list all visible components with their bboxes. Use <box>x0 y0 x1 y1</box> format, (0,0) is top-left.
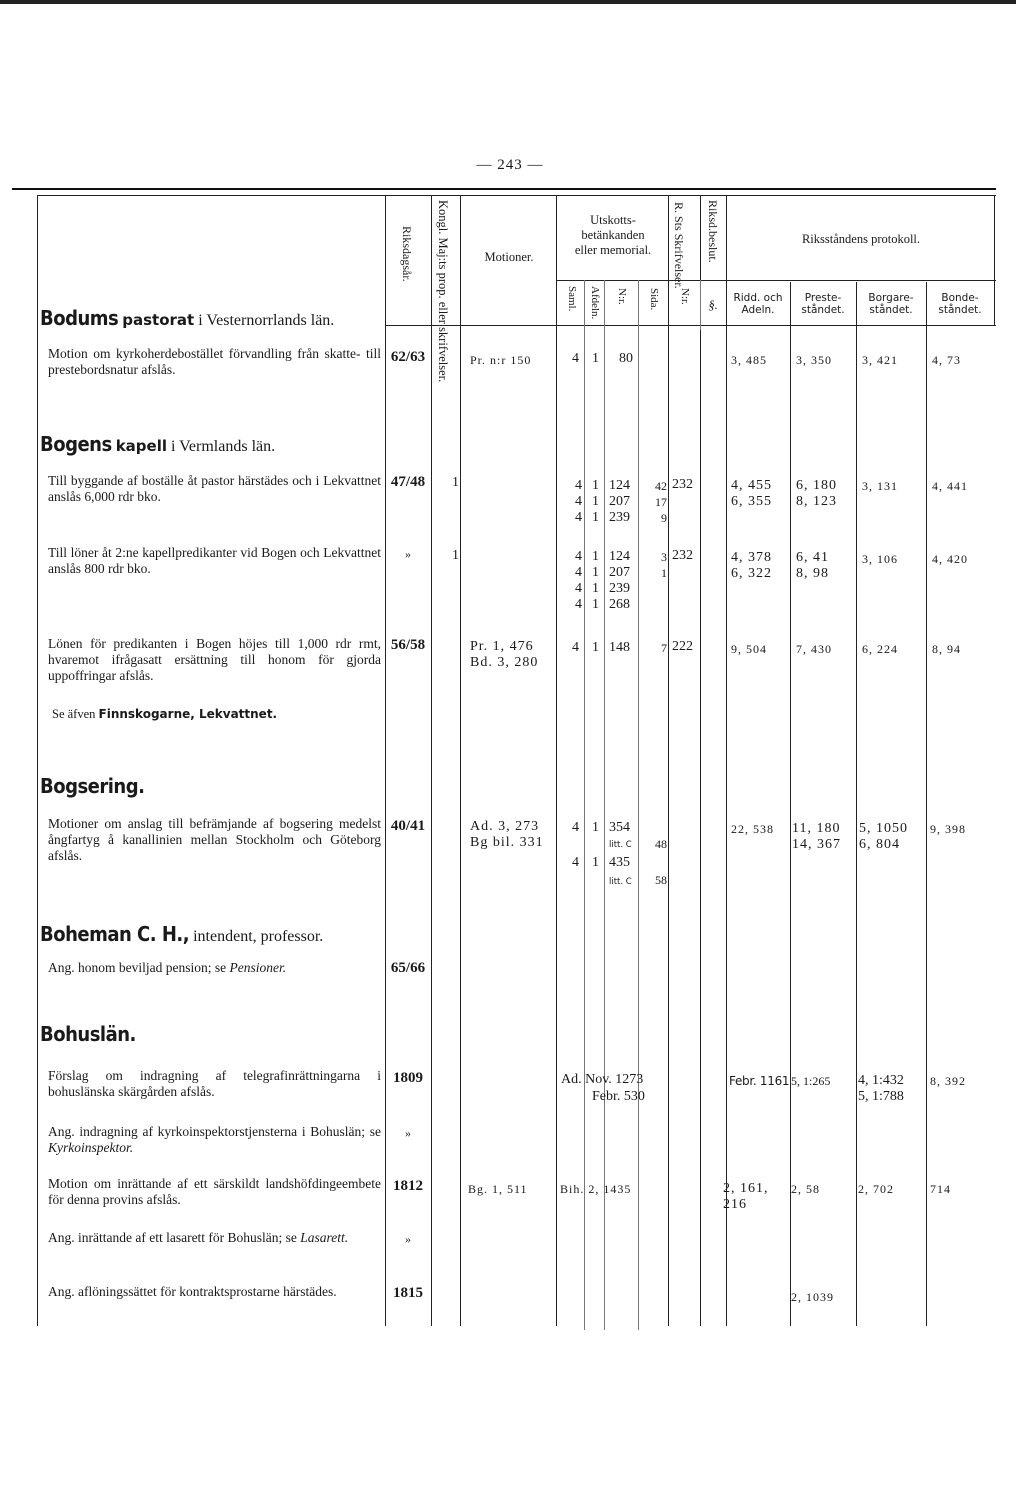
row-year: 56/58 <box>390 637 426 653</box>
row-bond: 8, 94 <box>932 642 961 656</box>
row-utskott: Febr. 530 <box>592 1089 645 1104</box>
header-nr2: N:r. <box>679 288 691 305</box>
row-year: 62/63 <box>390 349 426 365</box>
row-utskott: Bih. 2, 1435 <box>560 1182 632 1196</box>
section-heading-bogens: Bogens kapell i Vermlands län. <box>40 432 276 456</box>
row-rsts: 232 <box>672 548 693 563</box>
row-afd: 1 <box>592 351 599 366</box>
row-description: Förslag om indragning af telegrafinrättningarna i bohuslänska skärgården afslås. <box>48 1068 381 1099</box>
row-bond: 4, 420 <box>932 552 968 566</box>
left-border <box>37 196 38 1326</box>
header-utskotts: Utskotts- betänkanden eller memorial. <box>574 213 652 257</box>
table-top-rule <box>12 188 996 190</box>
header-nr: N:r. <box>616 288 628 305</box>
row-year: 1815 <box>393 1285 423 1301</box>
row-prest: 7, 430 <box>796 642 832 656</box>
row-description: Ang. aflöningssättet för kontraktsprostarne härstädes. <box>48 1284 337 1299</box>
row-rsts: 222 <box>672 639 693 654</box>
row-sida: 42 17 9 <box>655 479 667 525</box>
row-borg: 3, 106 <box>862 552 898 566</box>
row-afd: 1 1 1 <box>592 478 599 525</box>
header-borg: Borgare- ståndet. <box>868 292 914 316</box>
header-afdeln: Afdeln. <box>589 286 601 320</box>
section-heading-bohuslan: Bohuslän. <box>40 1022 136 1046</box>
row-saml: 4 <box>572 640 579 655</box>
row-ridd: 3, 485 <box>731 353 767 367</box>
row-year: » <box>405 1232 411 1246</box>
header-sida: Sida. <box>648 288 660 311</box>
row-borg: 5, 1050 6, 804 <box>859 821 908 852</box>
row-year: 40/41 <box>390 818 426 834</box>
row-ridd: 9, 504 <box>731 642 767 656</box>
col-rule <box>926 282 927 1326</box>
header-bottom-rule <box>386 325 996 326</box>
row-bond: 9, 398 <box>930 822 966 836</box>
row-motion: Bg. 1, 511 <box>468 1182 528 1196</box>
row-afd: 1 <box>592 640 599 655</box>
header-bond: Bonde- ståndet. <box>938 292 982 316</box>
col-rule <box>700 280 701 330</box>
header-kongl: Kongl. Maj:ts prop. eller skrifvelser. <box>436 200 450 383</box>
row-litt: litt. C <box>609 877 632 887</box>
row-rsts: 232 <box>672 477 693 492</box>
row-borg: 3, 131 <box>862 479 898 493</box>
right-border <box>994 196 995 326</box>
row-saml: 4 <box>572 820 579 835</box>
header-r-sts: R. Sts Skrifvelser. <box>672 202 686 289</box>
row-nr: 80 <box>619 351 633 366</box>
col-rule <box>856 282 857 1326</box>
row-prest: 6, 41 8, 98 <box>796 550 829 581</box>
row-description: Ang. indragning af kyrkoinspektorstjensterna i Bohuslän; se Kyrkoinspektor. <box>48 1124 381 1155</box>
header-riksstandens: Riksståndens protokoll. <box>801 232 921 246</box>
row-motion: Pr. 1, 476 Bd. 3, 280 <box>470 639 539 670</box>
section-heading-bodums: Bodums pastorat i Vesternorrlands län. <box>40 306 335 330</box>
top-edge <box>0 0 1016 4</box>
row-sida: 48 <box>655 837 667 851</box>
row-nr: 124 207 239 <box>609 478 630 525</box>
row-saml: 4 <box>572 351 579 366</box>
header-riksdagsar: Riksdagsår. <box>400 226 414 282</box>
header-motioner: Motioner. <box>484 250 534 264</box>
row-nr: 124 207 239 268 <box>609 549 630 612</box>
row-motion: Pr. n:r 150 <box>470 353 532 367</box>
row-prest: 2, 1039 <box>791 1290 834 1304</box>
row-litt: litt. C <box>609 840 632 850</box>
row-nr: 354 <box>609 820 630 835</box>
col-rule <box>604 280 605 1330</box>
header-saml: Saml. <box>566 286 578 312</box>
col-rule <box>584 280 585 1330</box>
row-motion: Ad. 3, 273 Bg bil. 331 <box>470 819 544 850</box>
row-nr: 435 <box>609 855 630 870</box>
row-bond: 4, 441 <box>932 479 968 493</box>
row-utskott: Ad. Nov. 1273 <box>561 1072 644 1087</box>
row-year: » <box>405 547 411 561</box>
col-rule <box>726 196 727 1326</box>
row-borg: 3, 421 <box>862 353 898 367</box>
row-afd: 1 1 1 1 <box>592 549 599 612</box>
row-ridd: 2, 161, 216 <box>723 1181 769 1212</box>
col-rule <box>460 196 461 1326</box>
col-rule <box>556 196 557 1326</box>
row-saml: 4 4 4 4 <box>575 549 582 612</box>
row-borg: 6, 224 <box>862 642 898 656</box>
row-prest: 2, 58 <box>791 1182 820 1196</box>
header-riksd-beslut: Riksd.beslut. <box>706 200 720 263</box>
row-year: 1812 <box>393 1178 423 1194</box>
row-description: Motioner om anslag till befrämjande af bogsering medelst ångfartyg å kanallinien mellan Stockholm och Göteborg afslås. <box>48 816 381 863</box>
row-bond: 8, 392 <box>930 1074 966 1088</box>
row-nr: 148 <box>609 640 630 655</box>
row-description: Till byggande af boställe åt pastor härstädes och i Lekvattnet anslås 6,000 rdr bko. <box>48 473 381 504</box>
row-borg: 4, 1:432 5, 1:788 <box>858 1073 904 1104</box>
row-year: » <box>405 1126 411 1140</box>
row-prest: 6, 180 8, 123 <box>796 478 837 509</box>
section-heading-boheman: Boheman C. H., intendent, professor. <box>40 922 324 946</box>
row-borg: 2, 702 <box>858 1182 894 1196</box>
see-also: Se äfven Finnskogarne, Lekvattnet. <box>52 707 278 721</box>
protokoll-subrule <box>726 280 996 281</box>
row-sida: 3 1 <box>661 550 667 580</box>
row-prest: 11, 180 14, 367 <box>792 821 841 852</box>
col-rule <box>790 282 791 1326</box>
row-year: 47/48 <box>390 474 426 490</box>
table-top-rule-inner <box>37 195 996 196</box>
header-ridd: Ridd. och Adeln. <box>733 292 783 316</box>
row-kongl: 1 <box>452 475 459 490</box>
row-bond: 4, 73 <box>932 353 961 367</box>
section-heading-bogsering: Bogsering. <box>40 774 145 798</box>
row-saml: 4 4 4 <box>575 478 582 525</box>
row-year: 1809 <box>393 1070 423 1086</box>
row-sida: 7 <box>661 641 667 655</box>
page-number: — 243 — <box>476 157 544 173</box>
row-ridd: 4, 378 6, 322 <box>731 550 772 581</box>
row-description: Ang. inrättande af ett lasarett för Bohuslän; se Lasarett. <box>48 1230 349 1245</box>
row-description: Till löner åt 2:ne kapellpredikanter vid Bogen och Lekvattnet anslås 800 rdr bko. <box>48 545 381 576</box>
col-rule <box>638 280 639 1330</box>
row-ridd: 4, 455 6, 355 <box>731 478 772 509</box>
row-description: Ang. honom beviljad pension; se Pensioner. <box>48 960 287 975</box>
row-prest: 3, 350 <box>796 353 832 367</box>
header-prest: Preste- ståndet. <box>801 292 845 316</box>
row-ridd: 22, 538 <box>731 822 774 836</box>
row-bond: 714 <box>930 1182 951 1196</box>
row-afd: 1 <box>592 820 599 835</box>
row-sida: 58 <box>655 873 667 887</box>
row-year: 65/66 <box>390 960 426 976</box>
row-description: Motion om kyrkoherdebostället förvandling från skatte- till prestebordsnatur afslås. <box>48 346 381 377</box>
row-description: Lönen för predikanten i Bogen höjes till 1,000 rdr rmt, hvaremot ifrågasatt ersättning till honom för gjorda uppoffringar afslås. <box>48 636 381 683</box>
row-ridd: Febr. 1161 <box>729 1074 790 1088</box>
header-para: §. <box>708 298 718 312</box>
row-prest: 5, 1:265 <box>791 1074 831 1088</box>
row-afd: 1 <box>592 855 599 870</box>
col-rule <box>431 196 432 1326</box>
row-kongl: 1 <box>452 548 459 563</box>
row-saml: 4 <box>572 855 579 870</box>
row-description: Motion om inrättande af ett särskildt landshöfdingeembete för denna provins afslås. <box>48 1176 381 1207</box>
col-rule <box>700 196 701 1326</box>
col-rule <box>668 196 669 1326</box>
